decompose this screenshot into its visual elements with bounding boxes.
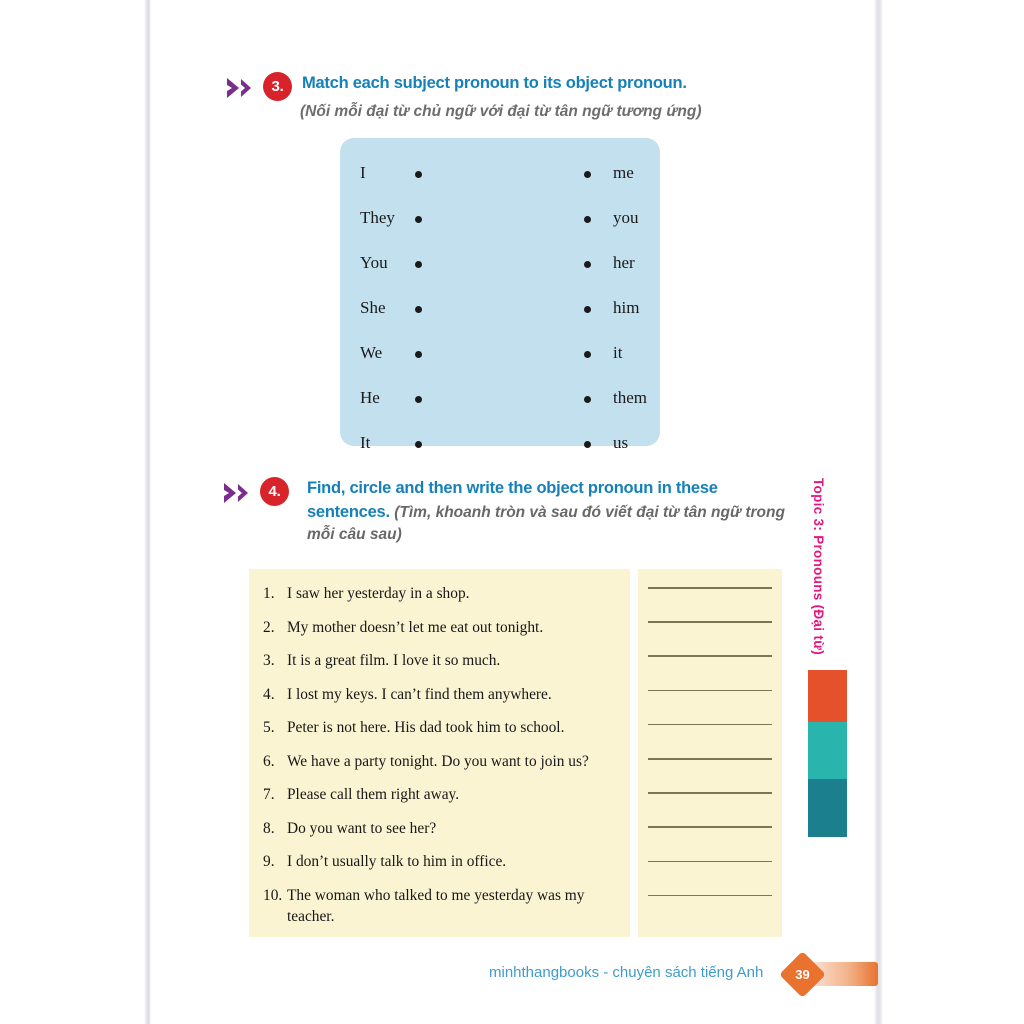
object-connector-dot[interactable] — [493, 343, 591, 363]
list-item — [259, 583, 620, 604]
list-item — [259, 684, 620, 705]
subject-pronoun: They — [360, 207, 395, 227]
double-chevron-icon — [222, 481, 256, 505]
subject-connector-dot[interactable] — [415, 163, 493, 183]
list-item — [259, 617, 620, 638]
exercise-3-number-badge: 3. — [263, 72, 292, 101]
item-text: My mother doesn’t let me eat out tonight. — [287, 618, 544, 636]
list-item — [259, 885, 620, 928]
answer-line[interactable] — [648, 587, 772, 589]
item-text: I saw her yesterday in a shop. — [287, 585, 470, 602]
footer-publisher-text: minhthangbooks - chuyên sách tiếng Anh — [489, 964, 764, 981]
side-block-orange — [808, 670, 847, 722]
object-pronoun: me — [613, 162, 634, 182]
subject-connector-dot[interactable] — [415, 208, 493, 228]
page-edge-right — [874, 0, 883, 1024]
subject-connector-dot[interactable] — [415, 388, 493, 408]
side-block-teal — [808, 722, 847, 779]
list-item — [259, 751, 620, 772]
object-pronoun: her — [613, 252, 635, 272]
item-text: Please call them right away. — [287, 786, 460, 804]
object-connector-dot[interactable] — [493, 253, 591, 273]
side-tab-topic-label: Topic 3: Pronouns (Đại từ) — [811, 478, 826, 656]
answer-line[interactable] — [648, 724, 772, 726]
item-text: The woman who talked to me yesterday was my teacher. — [287, 886, 585, 926]
sentence-list-box — [249, 569, 630, 937]
match-row[interactable] — [340, 240, 660, 285]
object-pronoun: us — [613, 432, 629, 452]
object-connector-dot[interactable] — [493, 208, 591, 228]
list-item — [259, 818, 620, 839]
answer-line[interactable] — [648, 690, 772, 692]
subject-connector-dot[interactable] — [415, 253, 493, 273]
subject-pronoun: We — [360, 342, 383, 362]
item-text: I don’t usually talk to him in office. — [287, 853, 507, 871]
subject-connector-dot[interactable] — [415, 298, 493, 318]
item-number: 10. — [263, 886, 283, 904]
subject-pronoun: I — [360, 162, 366, 182]
item-number: 2. — [263, 618, 275, 636]
list-item — [259, 650, 620, 671]
exercise-4-number-badge: 4. — [260, 477, 289, 506]
answer-line[interactable] — [648, 758, 772, 760]
item-text: We have a party tonight. Do you want to join us? — [287, 752, 589, 770]
item-number: 8. — [263, 819, 275, 837]
object-pronoun: you — [613, 207, 639, 227]
list-item — [259, 717, 620, 738]
answer-line[interactable] — [648, 621, 772, 623]
answer-line[interactable] — [648, 826, 772, 828]
object-connector-dot[interactable] — [493, 433, 591, 453]
exercise-4-heading — [222, 477, 792, 547]
answer-lines-box — [638, 569, 782, 937]
list-item — [259, 851, 620, 872]
subject-pronoun: He — [360, 387, 380, 407]
subject-pronoun: She — [360, 297, 386, 317]
list-item — [259, 784, 620, 805]
item-text: It is a great film. I love it so much. — [287, 652, 501, 670]
item-text: I lost my keys. I can’t find them anywhere. — [287, 685, 552, 703]
match-row[interactable] — [340, 330, 660, 375]
exercise-3-title-en: Match each subject pronoun to its object pronoun. — [302, 74, 687, 92]
item-number: 9. — [263, 853, 275, 871]
object-pronoun: it — [613, 342, 623, 362]
matching-exercise-box — [340, 138, 660, 452]
page-edge-left — [144, 0, 151, 1024]
exercise-4-title-en: Find, circle and then write the object pronoun in these sentences. — [307, 479, 718, 521]
answer-line[interactable] — [648, 792, 772, 794]
object-pronoun: them — [613, 387, 647, 407]
exercise-3-heading — [225, 72, 687, 101]
match-row[interactable] — [340, 375, 660, 420]
item-number: 4. — [263, 685, 275, 703]
side-block-dark-teal — [808, 779, 847, 837]
side-tab-color-blocks — [808, 670, 847, 837]
object-pronoun: him — [613, 297, 640, 317]
exercise-4-title-vi: (Tìm, khoanh tròn và sau đó viết đại từ tân ngữ trong mỗi câu sau) — [307, 503, 785, 544]
match-row[interactable] — [340, 195, 660, 240]
double-chevron-icon — [225, 76, 259, 100]
object-connector-dot[interactable] — [493, 388, 591, 408]
match-row[interactable] — [340, 420, 660, 465]
item-number: 1. — [263, 585, 275, 602]
subject-connector-dot[interactable] — [415, 433, 493, 453]
subject-connector-dot[interactable] — [415, 343, 493, 363]
subject-pronoun: It — [360, 432, 371, 452]
item-number: 3. — [263, 652, 275, 670]
object-connector-dot[interactable] — [493, 298, 591, 318]
item-number: 7. — [263, 786, 275, 804]
item-text: Do you want to see her? — [287, 819, 437, 837]
subject-pronoun: You — [360, 252, 388, 272]
answer-line[interactable] — [648, 861, 772, 863]
match-row[interactable] — [340, 150, 660, 195]
object-connector-dot[interactable] — [493, 163, 591, 183]
item-number: 6. — [263, 752, 275, 770]
answer-line[interactable] — [648, 655, 772, 657]
exercise-3-title-vi: (Nối mỗi đại từ chủ ngữ với đại từ tân ngữ tương ứng) — [300, 103, 702, 120]
match-row[interactable] — [340, 285, 660, 330]
page-number: 39 — [795, 967, 810, 982]
item-number: 5. — [263, 719, 275, 737]
answer-line[interactable] — [648, 895, 772, 897]
item-text: Peter is not here. His dad took him to school. — [287, 719, 565, 737]
